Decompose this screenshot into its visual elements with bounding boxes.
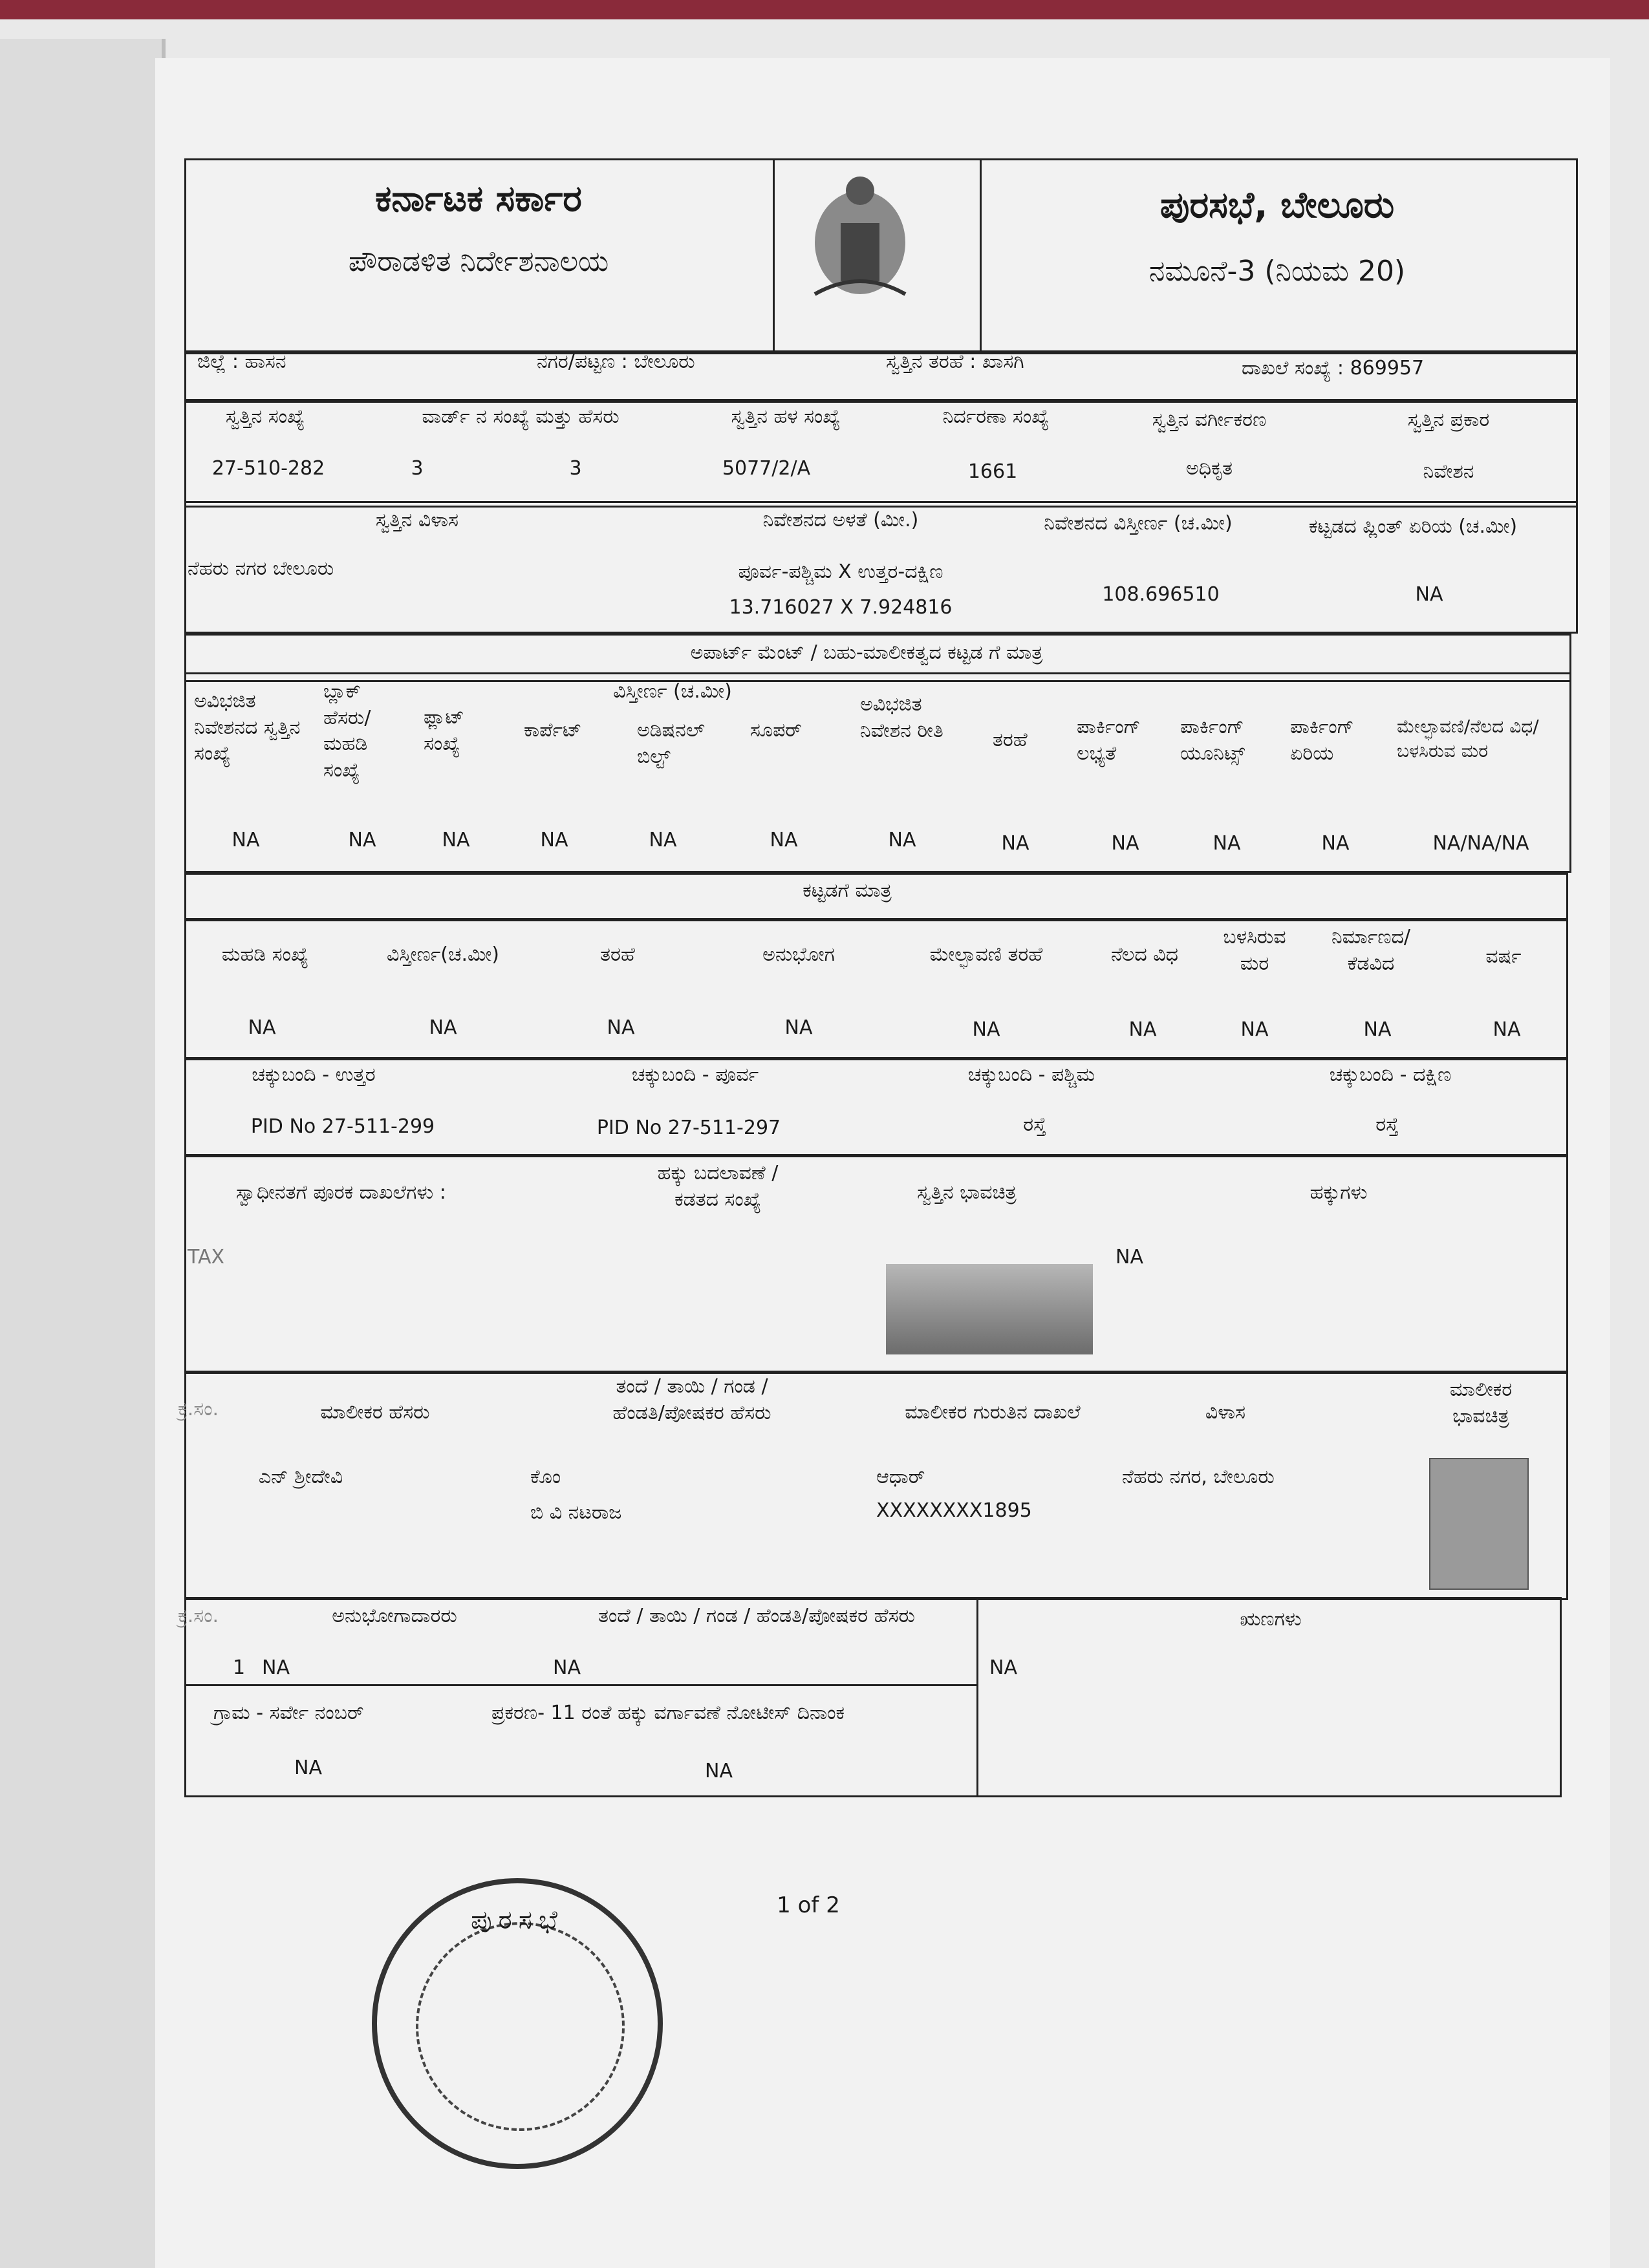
boundary-east-value: PID No 27-511-297 (596, 1117, 781, 1139)
classification-label: ಸ್ವತ್ತಿನ ವರ್ಗೀಕರಣ (1152, 409, 1267, 431)
survey-value: NA (294, 1757, 322, 1779)
boundary-north-label: ಚಕ್ಕುಬಂದಿ - ಉತ್ತರ (252, 1064, 376, 1086)
occupant-divider (976, 1597, 978, 1797)
apt-value-3: NA (442, 829, 470, 851)
apt-header-block: ಬ್ಲಾಕ್ ಹೆಸರು/ ಮಹಡಿ ಸಂಖ್ಯೆ (323, 680, 371, 782)
owner-id-type: ಆಧಾರ್ (876, 1466, 925, 1488)
survey-label: ಗ್ರಾಮ - ಸರ್ವೇ ನಂಬರ್ (213, 1702, 364, 1724)
apt-header-carpet: ಕಾರ್ಪೆಟ್ (524, 719, 582, 742)
boundary-west-value: ರಸ್ತೆ (1023, 1113, 1046, 1136)
bldg-value-8: NA (1363, 1018, 1392, 1041)
apt-value-11: NA (1321, 832, 1350, 855)
owner-name: ಎನ್ ಶ್ರೀದೇವಿ (258, 1466, 343, 1488)
apt-value-5: NA (649, 829, 677, 851)
apt-header-kind: ತರಹೆ (993, 729, 1028, 751)
address-value: ನೆಹರು ನಗರ ಬೇಲೂರು (188, 557, 334, 580)
apartment-title: ಅಪಾರ್ಟ್ ಮೆಂಟ್ / ಬಹು-ಮಾಲೀಕತ್ವದ ಕಟ್ಟಡ ಗೆ ಮಾತ್ರ (690, 641, 1043, 664)
owner-sl-label: ಕ್ರ.ಸಂ. (178, 1398, 219, 1420)
property-kind: ಸ್ವತ್ತಿನ ತರಹೆ : ಖಾಸಗಿ (886, 350, 1024, 373)
old-no-label: ಸ್ವತ್ತಿನ ಹಳ ಸಂಖ್ಯೆ (731, 405, 841, 428)
bldg-header-kind: ತರಹೆ (600, 943, 635, 966)
owner-photo-label: ಮಾಲೀಕರ ಭಾವಚಿತ್ರ (1449, 1378, 1513, 1428)
bldg-value-2: NA (429, 1016, 457, 1039)
bldg-header-floor-type: ನೆಲದ ವಿಧ (1110, 943, 1179, 966)
ward-name-value: 3 (569, 457, 582, 480)
apt-header-flat: ಫ್ಲಾಟ್ ಸಂಖ್ಯೆ (424, 706, 464, 755)
site-area-value: 108.696510 (1102, 583, 1220, 606)
bldg-value-6: NA (1128, 1018, 1157, 1041)
boundary-north-value: PID No 27-511-299 (250, 1115, 435, 1138)
apt-header-parking-units: ಪಾರ್ಕಿಂಗ್ ಯೂನಿಟ್ಸ್ (1180, 716, 1245, 765)
seal-text: ಪುರಸಭೆ (471, 1905, 564, 1935)
owner-address-label: ವಿಳಾಸ (1205, 1401, 1246, 1424)
district: ಜಿಲ್ಲೆ : ಹಾಸನ (197, 350, 286, 373)
occupant-sl-label: ಕ್ರ.ಸಂ. (178, 1605, 219, 1627)
bldg-header-usage: ಅನುಭೋಗ (762, 943, 835, 966)
occupant-name: NA (262, 1656, 290, 1679)
bldg-header-floor: ಮಹಡಿ ಸಂಖ್ಯೆ (221, 943, 309, 966)
direction-label: ಪೂರ್ವ-ಪಶ್ಚಿಮ X ಉತ್ತರ-ದಕ್ಷಿಣ (738, 561, 943, 583)
owner-id-value: XXXXXXXX1895 (876, 1499, 1032, 1522)
classification-value: ಅಧಿಕೃತ (1185, 457, 1233, 480)
state-emblem-icon (802, 171, 918, 307)
boundary-west-label: ಚಕ್ಕುಬಂದಿ - ಪಶ್ಚಿಮ (967, 1064, 1095, 1086)
apt-value-10: NA (1212, 832, 1241, 855)
building-title: ಕಟ್ಟಡಗೆ ಮಾತ್ರ (803, 879, 892, 902)
record-number: ದಾಖಲೆ ಸಂಖ್ಯೆ : 869957 (1242, 357, 1425, 380)
owner-id-label: ಮಾಲೀಕರ ಗುರುತಿನ ದಾಖಲೆ (905, 1401, 1081, 1424)
bldg-header-area: ವಿಸ್ತೀರ್ಣ(ಚ.ಮೀ) (386, 943, 500, 966)
notice-value: NA (705, 1760, 733, 1782)
rights-label: ಹಕ್ಕುಗಳು (1310, 1181, 1368, 1204)
mutation-file-label: ಹಕ್ಕು ಬದಲಾವಣೆ / ಕಡತದ ಸಂಖ್ಯೆ (657, 1162, 779, 1211)
site-size-value: 13.716027 X 7.924816 (729, 596, 953, 619)
apt-value-9: NA (1111, 832, 1139, 855)
loans-value: NA (989, 1656, 1017, 1679)
site-area-label: ನಿವೇಶನದ ವಿಸ್ತೀರ್ಣ (ಚ.ಮೀ) (1044, 512, 1233, 535)
ward-no-value: 3 (411, 457, 424, 480)
bldg-header-built: ನಿರ್ಮಾಣದ/ ಕೆಡವಿದ (1331, 926, 1411, 975)
apt-header-parking-area: ಪಾರ್ಕಿಂಗ್ ಏರಿಯ (1290, 716, 1354, 765)
bldg-value-9: NA (1493, 1018, 1521, 1041)
property-photo (886, 1264, 1093, 1354)
apt-value-7: NA (888, 829, 916, 851)
ward-label: ವಾರ್ಡ್ ನ ಸಂಖ್ಯೆ ಮತ್ತು ಹೆಸರು (422, 405, 620, 428)
govt-title: ಕರ್ನಾಟಕ ಸರ್ಕಾರ (375, 178, 582, 220)
owner-relation: ಕೊಂ (530, 1466, 561, 1488)
municipality-title: ಪುರಸಭೆ, ಬೇಲೂರು (1159, 184, 1395, 226)
apt-value-2: NA (348, 829, 376, 851)
address-label: ಸ್ವತ್ತಿನ ವಿಳಾಸ (375, 509, 459, 531)
plinth-area-value: NA (1415, 583, 1443, 606)
bldg-header-roof: ಮೇಲ್ಛಾವಣಿ ತರಹೆ (929, 943, 1043, 966)
bldg-value-1: NA (248, 1016, 276, 1039)
apt-value-12: NA/NA/NA (1432, 832, 1529, 855)
type-label: ಸ್ವತ್ತಿನ ಪ್ರಕಾರ (1407, 409, 1490, 431)
apt-header-additional: ಅಡಿಷನಲ್ ಬಿಲ್ಟ್ (637, 719, 705, 768)
page-number: 1 of 2 (777, 1892, 840, 1918)
boundary-south-value: ರಸ್ತೆ (1375, 1113, 1399, 1136)
assessment-no-value: 1661 (967, 460, 1018, 483)
apt-value-1: NA (232, 829, 260, 851)
boundary-south-label: ಚಕ್ಕುಬಂದಿ - ದಕ್ಷಿಣ (1329, 1064, 1452, 1086)
owner-address: ನೆಹರು ನಗರ, ಬೇಲೂರು (1122, 1466, 1275, 1488)
apt-header-roof: ಮೇಲ್ಛಾವಣಿ/ನೆಲದ ವಿಧ/ಬಳಸಿರುವ ಮರ (1397, 716, 1539, 762)
bldg-header-wood: ಬಳಸಿರುವ ಮರ (1223, 926, 1286, 975)
property-photo-label: ಸ್ವತ್ತಿನ ಭಾವಚಿತ್ರ (917, 1181, 1017, 1204)
tax-label: TAX (188, 1246, 225, 1268)
boundary-east-label: ಚಕ್ಕುಬಂದಿ - ಪೂರ್ವ (631, 1064, 759, 1086)
supporting-docs-label: ಸ್ವಾಧೀನತಗೆ ಪೂರಕ ದಾಖಲೆಗಳು : (236, 1181, 446, 1204)
property-ids-row (184, 401, 1578, 508)
seal-inner-ring (416, 1922, 625, 2131)
apt-value-8: NA (1001, 832, 1029, 855)
occupant-relative-label: ತಂದೆ / ತಾಯಿ / ಗಂಡ / ಹೆಂಡತಿ/ಪೋಷಕರ ಹೆಸರು (598, 1605, 915, 1627)
occupant-relative: NA (553, 1656, 581, 1679)
bldg-value-4: NA (784, 1016, 813, 1039)
apt-value-4: NA (540, 829, 568, 851)
bldg-value-5: NA (972, 1018, 1000, 1041)
assessment-no-label: ನಿರ್ದರಣಾ ಸಂಖ್ಯೆ (942, 405, 1050, 428)
property-no-label: ಸ್ವತ್ತಿನ ಸಂಖ್ಯೆ (225, 405, 305, 428)
apt-header-parking-avail: ಪಾರ್ಕಿಂಗ್ ಲಭ್ಯತೆ (1077, 716, 1141, 765)
header-divider-2 (980, 158, 982, 352)
apt-value-6: NA (770, 829, 798, 851)
owner-name-label: ಮಾಲೀಕರ ಹೆಸರು (320, 1401, 430, 1424)
notice-label: ಪ್ರಕರಣ- 11 ರಂತೆ ಹಕ್ಕು ವರ್ಗಾವಣೆ ನೋಟೀಸ್ ದಿನಾಂಕ (491, 1702, 845, 1724)
left-page-edge (0, 39, 166, 2268)
occupant-row-no: 1 (233, 1656, 246, 1679)
directorate-title: ಪೌರಾಡಳಿತ ನಿರ್ದೇಶನಾಲಯ (348, 245, 609, 278)
bldg-value-7: NA (1240, 1018, 1269, 1041)
apartment-area-group: ವಿಸ್ತೀರ್ಣ (ಚ.ಮೀ) (613, 680, 732, 703)
property-no-value: 27-510-282 (211, 457, 325, 480)
loans-label: ಋಣಗಳು (1240, 1608, 1302, 1631)
old-no-value: 5077/2/A (722, 457, 811, 480)
form-number: ನಮೂನೆ-3 (ನಿಯಮ 20) (1148, 255, 1406, 288)
rights-value: NA (1116, 1246, 1143, 1268)
apt-header-parent-no: ಅವಿಭಜಿತ ನಿವೇಶನದ ಸ್ವತ್ತಿನ ಸಂಖ್ಯೆ (194, 690, 301, 765)
header-divider-1 (773, 158, 775, 352)
apt-header-undivided: ಅವಿಭಜಿತ ನಿವೇಶನ ರೀತಿ (860, 693, 943, 742)
owner-relative: ಬಿ ವಿ ನಟರಾಜ (530, 1501, 622, 1524)
owner-relative-label: ತಂದೆ / ತಾಯಿ / ಗಂಡ / ಹೆಂಡತಿ/ಪೋಷಕರ ಹೆಸರು (612, 1375, 771, 1424)
occupant-row-line (184, 1684, 978, 1686)
town: ನಗರ/ಪಟ್ಟಣ : ಬೇಲೂರು (537, 350, 695, 373)
occupant-label: ಅನುಭೋಗಾದಾರರು (332, 1605, 457, 1627)
type-value: ನಿವೇಶನ (1423, 460, 1474, 483)
bldg-header-year: ವರ್ಷ (1485, 945, 1522, 968)
bldg-value-3: NA (607, 1016, 635, 1039)
site-size-label: ನಿವೇಶನದ ಅಳತೆ (ಮೀ.) (762, 509, 919, 531)
official-seal (372, 1878, 663, 2169)
plinth-area-label: ಕಟ್ಟಡದ ಪ್ಲಿಂತ್ ಏರಿಯ (ಚ.ಮೀ) (1308, 515, 1518, 538)
apt-header-super: ಸೂಪರ್ (750, 719, 802, 742)
owner-photo (1429, 1458, 1529, 1590)
